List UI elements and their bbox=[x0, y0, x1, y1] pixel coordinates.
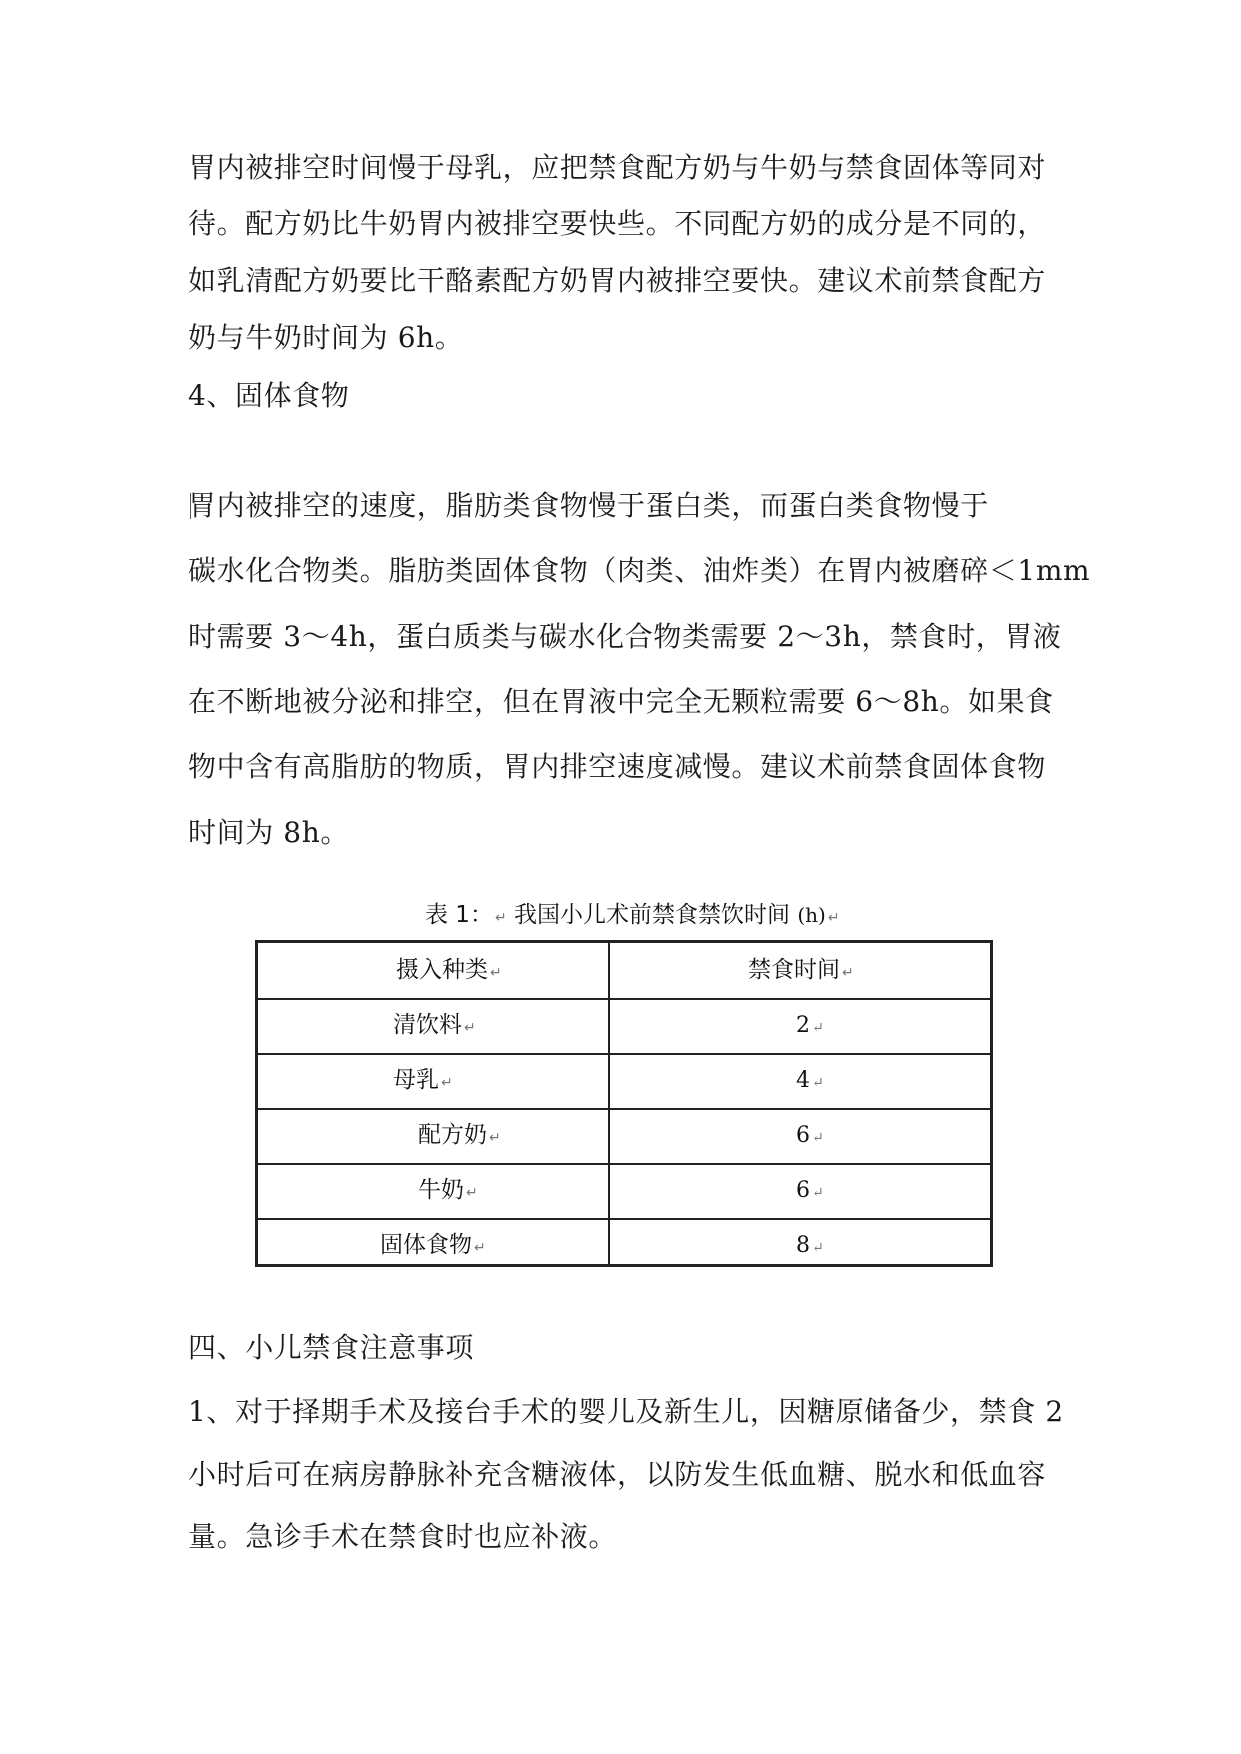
section-heading: 四、小儿禁食注意事项 bbox=[188, 1331, 475, 1364]
paragraph-line: 碳水化合物类。脂肪类固体食物（肉类、油炸类）在胃内被磨碎＜1mm bbox=[188, 554, 1091, 587]
table-caption-title: 我国小儿术前禁食禁饮时间 bbox=[514, 902, 790, 928]
paragraph-line: 物中含有高脂肪的物质，胃内排空速度减慢。建议术前禁食固体食物 bbox=[188, 750, 1047, 783]
intake-type-cell: 清饮料 ↵ bbox=[393, 1012, 476, 1038]
header-cell: 摄入种类 ↵ bbox=[396, 957, 502, 983]
paragraph-line: 奶与牛奶时间为 6h。 bbox=[188, 321, 464, 354]
table-row bbox=[258, 1218, 990, 1273]
table-row bbox=[258, 1053, 990, 1110]
paragraph-line: 待。配方奶比牛奶胃内被排空要快些。不同配方奶的成分是不同的， bbox=[188, 207, 1047, 240]
fasting-time-table bbox=[255, 940, 993, 1267]
intake-type-cell: 牛奶 ↵ bbox=[418, 1177, 478, 1203]
paragraph-line: 在不断地被分泌和排空，但在胃液中完全无颗粒需要 6～8h。如果食 bbox=[188, 685, 1054, 718]
intake-type-cell: 配方奶 ↵ bbox=[418, 1122, 501, 1148]
fasting-hours-cell: 6 ↵ bbox=[796, 1123, 824, 1148]
paragraph-line: 胃内被排空的速度，脂肪类食物慢于蛋白类，而蛋白类食物慢于 bbox=[188, 489, 989, 522]
paragraph-line: 胃内被排空时间慢于母乳，应把禁食配方奶与牛奶与禁食固体等同对 bbox=[188, 151, 1047, 184]
paragraph-line: 小时后可在病房静脉补充含糖液体，以防发生低血糖、脱水和低血容 bbox=[188, 1458, 1047, 1491]
paragraph-line: 如乳清配方奶要比干酪素配方奶胃内被排空要快。建议术前禁食配方 bbox=[188, 264, 1047, 297]
fasting-hours-cell: 2 ↵ bbox=[796, 1013, 824, 1038]
header-cell: 禁食时间 ↵ bbox=[748, 957, 854, 983]
paragraph-line: 时需要 3～4h，蛋白质类与碳水化合物类需要 2～3h，禁食时，胃液 bbox=[188, 620, 1062, 653]
fasting-hours-cell: 8 ↵ bbox=[796, 1233, 824, 1258]
table-caption-label: 表 1： bbox=[425, 902, 493, 928]
return-mark: ↵ bbox=[827, 910, 840, 926]
table-caption-unit: (h) bbox=[797, 903, 826, 927]
fasting-hours-cell: 4 ↵ bbox=[796, 1068, 824, 1093]
paragraph-line: 1、对于择期手术及接台手术的婴儿及新生儿，因糖原储备少，禁食 2 bbox=[188, 1395, 1064, 1428]
return-mark: ↵ bbox=[494, 910, 507, 926]
table-row bbox=[258, 1163, 990, 1220]
intake-type-cell: 固体食物 ↵ bbox=[380, 1232, 486, 1258]
table-row bbox=[258, 998, 990, 1055]
table-row bbox=[258, 1108, 990, 1165]
table-header-row bbox=[258, 943, 990, 1000]
section-heading: 4、固体食物 bbox=[188, 379, 350, 412]
intake-type-cell: 母乳 ↵ bbox=[393, 1067, 453, 1093]
table-caption bbox=[425, 900, 840, 933]
paragraph-line: 量。急诊手术在禁食时也应补液。 bbox=[188, 1520, 618, 1553]
fasting-hours-cell: 6 ↵ bbox=[796, 1178, 824, 1203]
paragraph-line: 时间为 8h。 bbox=[188, 816, 349, 849]
